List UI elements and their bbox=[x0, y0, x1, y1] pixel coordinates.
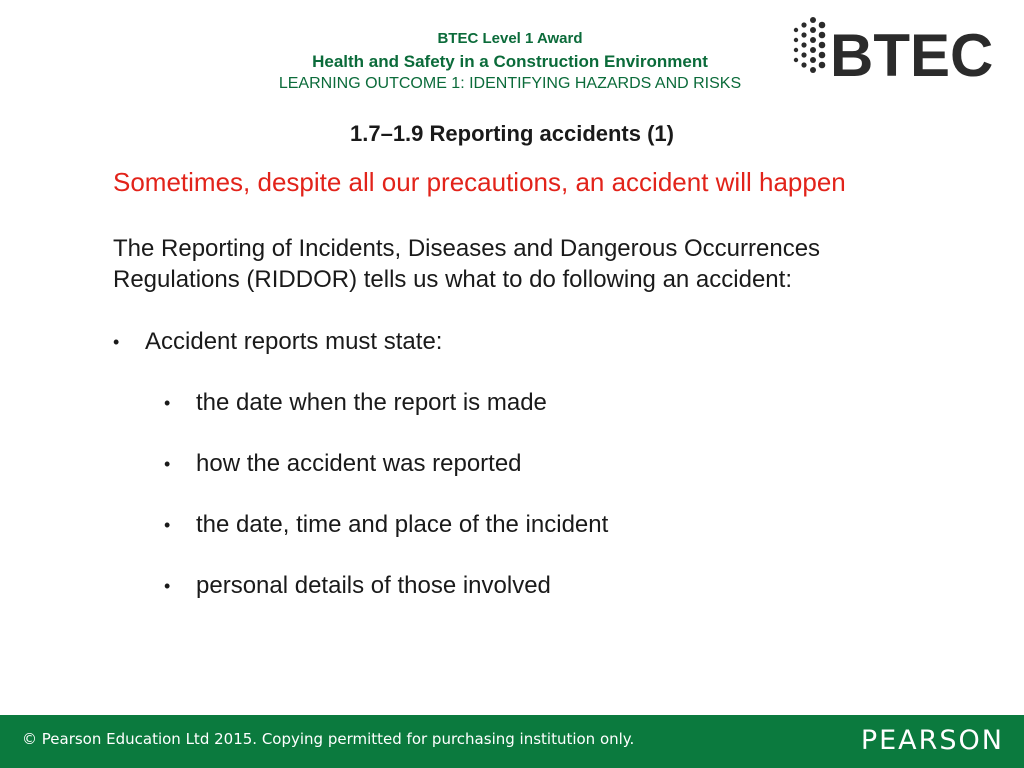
sub-bullet-text: how the accident was reported bbox=[196, 450, 522, 477]
sub-bullet-text: the date when the report is made bbox=[196, 389, 547, 416]
dot-pattern-icon bbox=[792, 16, 1002, 82]
slide-title: 1.7–1.9 Reporting accidents (1) bbox=[350, 121, 674, 146]
btec-logo bbox=[792, 16, 1002, 82]
slide-header bbox=[200, 30, 820, 95]
bullet-glyph: • bbox=[113, 332, 120, 352]
bullet-glyph: • bbox=[164, 393, 171, 413]
pearson-logo: PEARSON bbox=[860, 725, 1004, 756]
main-bullet-text: Accident reports must state: bbox=[145, 328, 443, 355]
bullet-glyph: • bbox=[164, 576, 171, 596]
sub-bullet-text: personal details of those involved bbox=[196, 572, 551, 599]
logo-text: BTEC bbox=[830, 22, 994, 82]
copyright-notice: © Pearson Education Ltd 2015. Copying permitted for purchasing institution only. bbox=[22, 730, 635, 748]
sub-bullet-text: the date, time and place of the incident bbox=[196, 511, 609, 538]
bullet-glyph: • bbox=[164, 515, 171, 535]
footer-bar bbox=[0, 715, 1024, 768]
learning-outcome: LEARNING OUTCOME 1: IDENTIFYING HAZARDS AND RISKS bbox=[278, 75, 742, 92]
slide-subtitle: Sometimes, despite all our precautions, an accident will happen bbox=[113, 167, 846, 197]
intro-paragraph: The Reporting of Incidents, Diseases and Dangerous Occurrences Regulations (RIDDOR) tells us what to do following an accident: bbox=[113, 235, 821, 293]
bullet-glyph: • bbox=[164, 454, 171, 474]
unit-title: Health and Safety in a Construction Environment bbox=[312, 52, 708, 71]
award-title: BTEC Level 1 Award bbox=[437, 30, 583, 47]
